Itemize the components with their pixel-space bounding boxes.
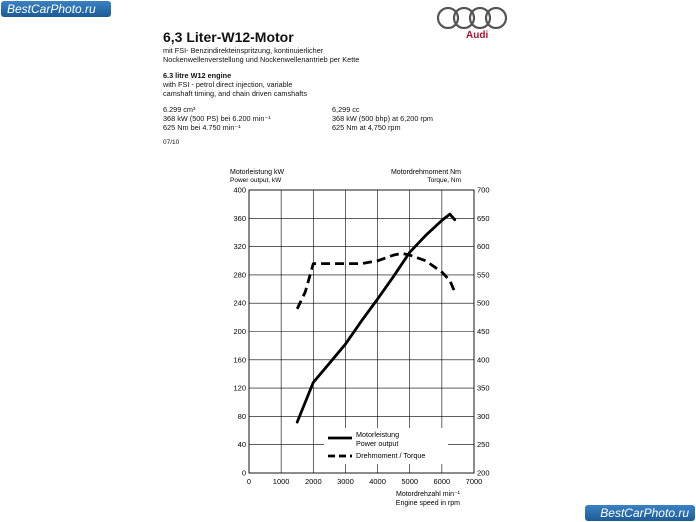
legend-label-power: Motorleistung [356, 430, 400, 439]
y-right-label: Motordrehmoment Nm [390, 169, 461, 176]
document-date: 07/10 [163, 139, 180, 146]
y-left-tick-label: 400 [233, 185, 246, 195]
y-left-tick-label: 40 [237, 440, 246, 450]
y-right-tick-label: 250 [477, 440, 490, 450]
y-left-tick-label: 200 [233, 327, 246, 336]
y-left-tick-label: 160 [233, 355, 246, 365]
y-left-label: Motorleistung kW [230, 169, 285, 176]
y-left-tick-label: 320 [233, 242, 246, 252]
x-tick-label: 2000 [304, 477, 322, 486]
y-right-tick-label: 200 [477, 468, 490, 478]
y-left-tick-label: 360 [233, 213, 246, 223]
x-tick-label: 3000 [337, 477, 354, 486]
y-right-label-en: Torque, Nm [427, 177, 461, 184]
y-right-tick-label: 550 [477, 270, 490, 280]
x-tick-label: 0 [246, 477, 252, 486]
y-right-tick-label: 350 [477, 383, 490, 393]
watermark-bottom: BestCarPhoto.ru [585, 505, 695, 521]
x-tick-label: 6000 [433, 477, 451, 486]
series-line-power [297, 214, 455, 422]
y-left-tick-label: 240 [233, 298, 246, 308]
legend-label-torque: Drehmoment / Torque [356, 451, 426, 460]
page-title: 6,3 Liter-W12-Motor [163, 29, 294, 45]
english-description: with FSI - petrol direct injection, variable camshaft timing, and chain driven camshafts [163, 80, 307, 98]
legend-label-power-en: Power output [356, 439, 399, 448]
english-title: 6.3 litre W12 engine [163, 71, 232, 80]
y-right-tick-label: 400 [477, 355, 490, 365]
x-axis-label: Motordrehzahl min⁻¹ [396, 491, 460, 498]
y-right-tick-label: 450 [477, 327, 490, 336]
brand-name: Audi [466, 30, 489, 41]
y-right-tick-label: 300 [477, 411, 490, 421]
x-tick-label: 1000 [272, 477, 290, 486]
y-left-tick-label: 120 [233, 383, 246, 393]
spec-power-en: 368 kW (500 bhp) at 6,200 rpm [332, 114, 433, 123]
y-left-tick-label: 280 [233, 270, 246, 280]
watermark-top: BestCarPhoto.ru [1, 1, 111, 17]
spec-torque-de: 625 Nm bei 4.750 min⁻¹ [163, 123, 241, 132]
y-right-tick-label: 500 [477, 298, 490, 308]
y-right-tick-label: 600 [477, 242, 490, 252]
y-right-tick-label: 700 [477, 185, 490, 195]
x-tick-label: 7000 [465, 477, 483, 486]
y-right-tick-label: 650 [477, 213, 490, 223]
y-left-label-en: Power output, kW [230, 177, 282, 184]
spec-displacement-de: 6.299 cm³ [163, 105, 196, 114]
x-axis-label-en: Engine speed in rpm [395, 500, 460, 507]
x-tick-label: 5000 [401, 477, 419, 486]
y-left-tick-label: 0 [241, 468, 246, 478]
spec-displacement-en: 6,299 cc [332, 105, 360, 114]
spec-torque-en: 625 Nm at 4,750 rpm [332, 123, 401, 132]
x-tick-label: 4000 [369, 477, 386, 486]
spec-power-de: 368 kW (500 PS) bei 6.200 min⁻¹ [163, 114, 271, 123]
y-left-tick-label: 80 [237, 411, 246, 421]
german-description: mit FSI- Benzindirekteinspritzung, kontinuierlicher Nockenwellenverstellung und Nockenwellenantrieb per Kette [163, 46, 360, 64]
